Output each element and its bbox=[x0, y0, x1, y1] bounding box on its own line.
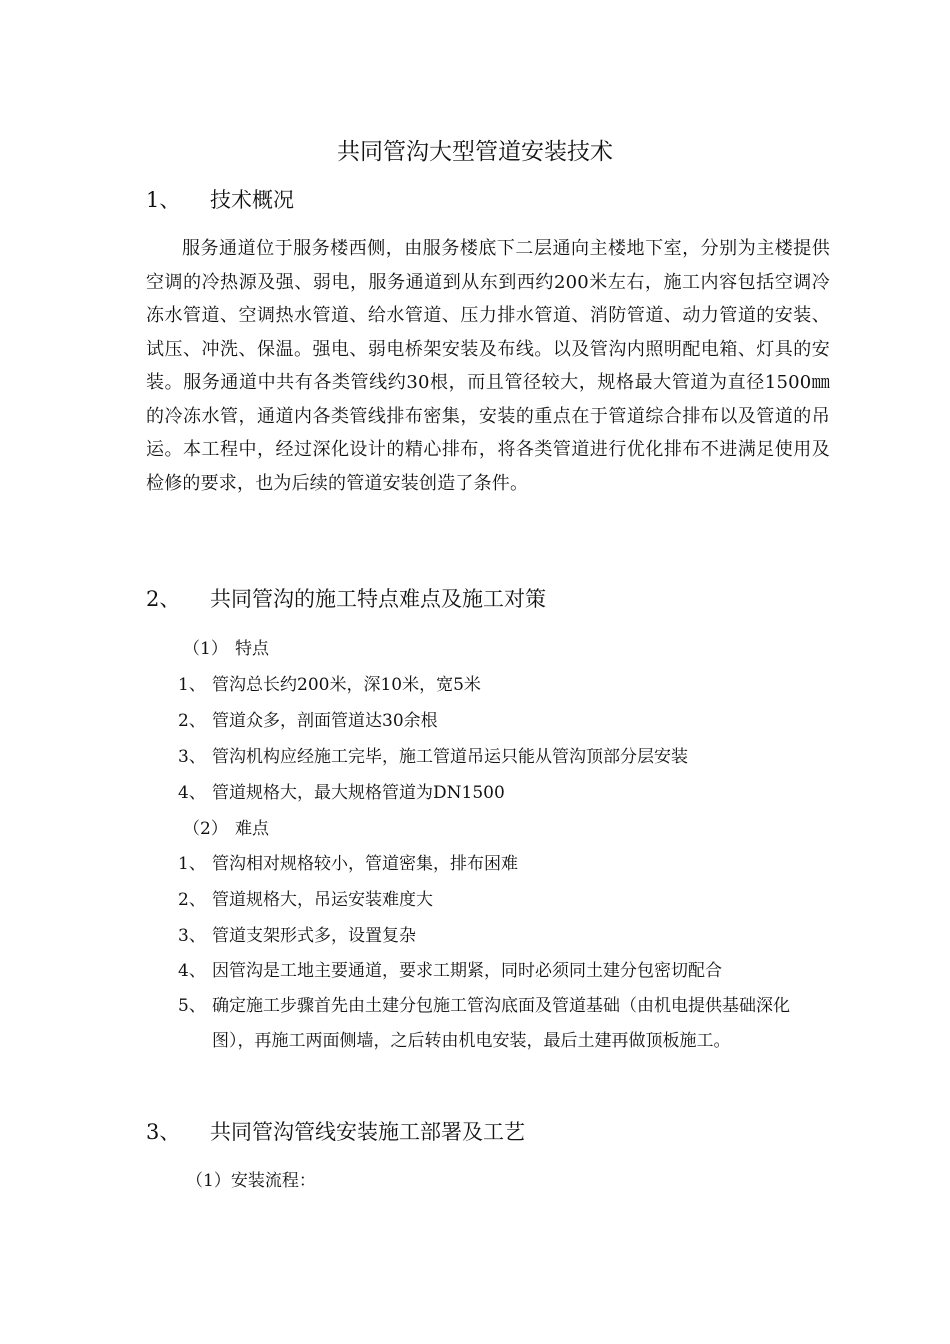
feature-item-text: 管沟机构应经施工完毕，施工管道吊运只能从管沟顶部分层安装 bbox=[212, 747, 688, 767]
feature-item-number: 3、 bbox=[178, 747, 206, 767]
feature-item bbox=[178, 745, 688, 769]
section-2-heading bbox=[146, 584, 546, 614]
difficulties-number: （2） bbox=[183, 819, 228, 839]
feature-item-number: 2、 bbox=[178, 711, 206, 731]
difficulty-item-text: 管道规格大，吊运安装难度大 bbox=[212, 890, 433, 910]
section-1-paragraph: 服务通道位于服务楼西侧，由服务楼底下二层通向主楼地下室，分别为主楼提供空调的冷热源及强、弱电，服务通道到从东到西约200米左右，施工内容包括空调冷冻水管道、空调热水管道、给水管道、压力排水管道、消防管道、动力管道的安装、试压、冲洗、保温。强电、弱电桥架安装及布线。以及管沟内照明配电箱、灯具的安装。服务通道中共有各类管线约30根，而且管径较大，规格最大管道为直径1500㎜的冷冻水管，通道内各类管线排布密集，安装的重点在于管道综合排布以及管道的吊运。本工程中，经过深化设计的精心排布，将各类管道进行优化排布不进满足使用及检修的要求，也为后续的管道安装创造了条件。 bbox=[146, 238, 830, 494]
feature-item-text: 管道规格大，最大规格管道为DN1500 bbox=[212, 783, 505, 803]
feature-item bbox=[178, 709, 438, 733]
feature-item-number: 1、 bbox=[178, 675, 206, 695]
difficulty-item bbox=[178, 959, 722, 983]
difficulty-item bbox=[178, 852, 518, 876]
installation-flow-subheading: （1）安装流程： bbox=[186, 1171, 316, 1191]
difficulty-item-number: 1、 bbox=[178, 854, 206, 874]
features-number: （1） bbox=[183, 639, 228, 659]
difficulty-item-number: 2、 bbox=[178, 890, 206, 910]
difficulty-item-number: 5、 bbox=[178, 996, 206, 1016]
section-1-title: 技术概况 bbox=[210, 188, 294, 212]
difficulty-item bbox=[178, 888, 433, 912]
difficulty-item-text: 确定施工步骤首先由土建分包施工管沟底面及管道基础（由机电提供基础深化图），再施工两面侧墙，之后转由机电安装，最后土建再做顶板施工。 bbox=[212, 996, 790, 1051]
difficulty-item bbox=[178, 989, 818, 1059]
difficulties-label: 难点 bbox=[235, 819, 269, 839]
difficulty-item-text: 管道支架形式多，设置复杂 bbox=[212, 926, 416, 946]
difficulties-subheading bbox=[183, 817, 269, 841]
features-label: 特点 bbox=[235, 639, 269, 659]
section-3-number: 3、 bbox=[146, 1120, 181, 1144]
feature-item-text: 管沟总长约200米，深10米，宽5米 bbox=[212, 675, 481, 695]
section-3-heading bbox=[146, 1117, 525, 1147]
section-1-number: 1、 bbox=[146, 188, 181, 212]
section-1-heading bbox=[146, 185, 294, 215]
section-2-number: 2、 bbox=[146, 587, 181, 611]
feature-item bbox=[178, 673, 481, 697]
section-2-title: 共同管沟的施工特点难点及施工对策 bbox=[210, 587, 546, 611]
section-3-title: 共同管沟管线安装施工部署及工艺 bbox=[210, 1120, 525, 1144]
feature-item-number: 4、 bbox=[178, 783, 206, 803]
difficulty-item-number: 4、 bbox=[178, 961, 206, 981]
difficulty-item-text: 因管沟是工地主要通道，要求工期紧，同时必须同土建分包密切配合 bbox=[212, 961, 722, 981]
document-title: 共同管沟大型管道安装技术 bbox=[337, 139, 613, 165]
difficulty-item bbox=[178, 924, 416, 948]
feature-item-text: 管道众多，剖面管道达30余根 bbox=[212, 711, 438, 731]
difficulty-item-text: 管沟相对规格较小，管道密集，排布困难 bbox=[212, 854, 518, 874]
features-subheading bbox=[183, 637, 269, 661]
difficulty-item-number: 3、 bbox=[178, 926, 206, 946]
feature-item bbox=[178, 781, 505, 805]
